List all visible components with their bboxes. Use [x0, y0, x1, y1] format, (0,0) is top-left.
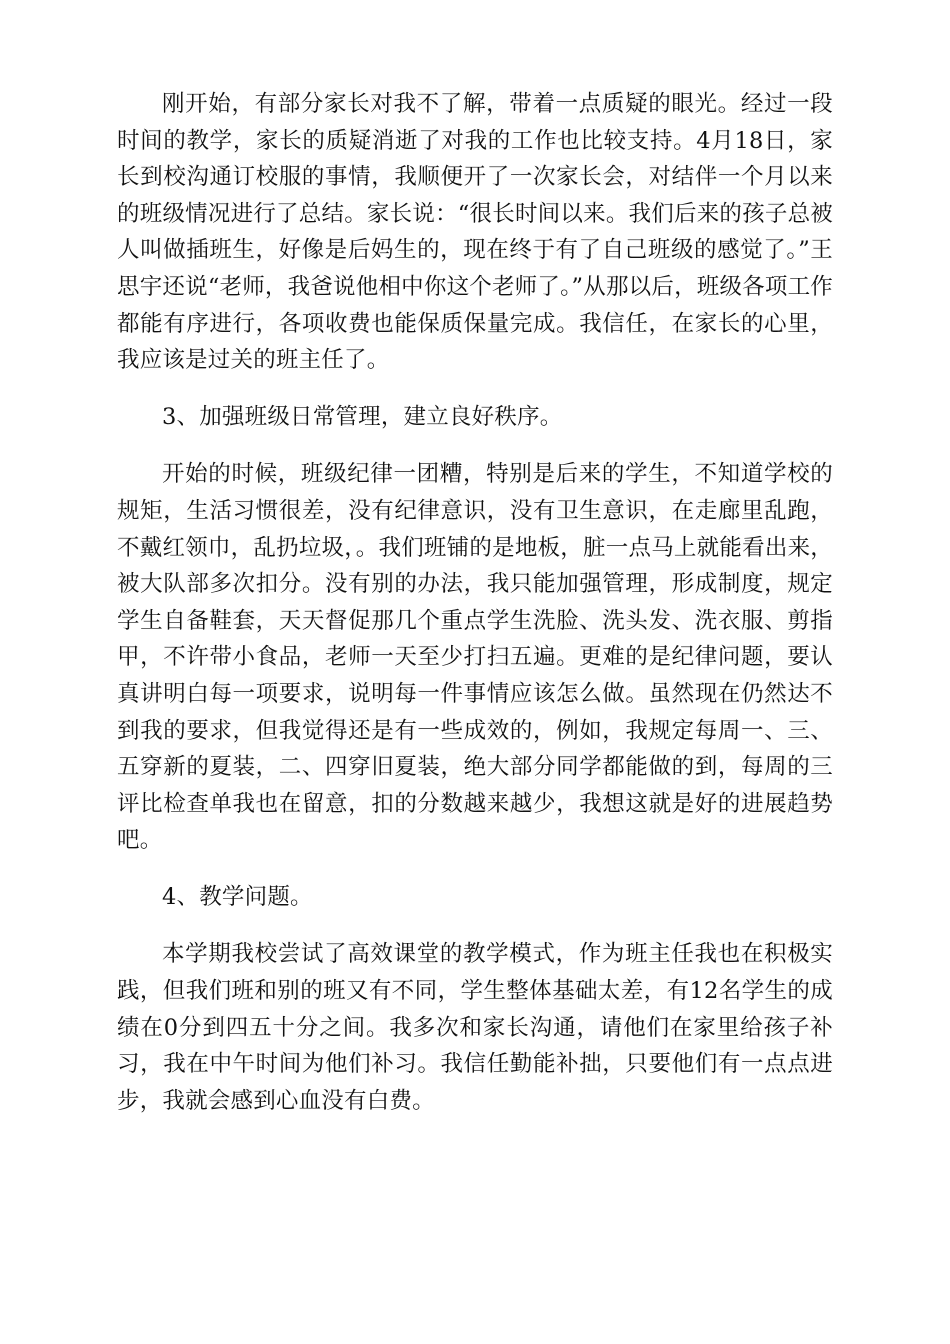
paragraph-parents-feedback: 刚开始，有部分家长对我不了解，带着一点质疑的眼光。经过一段时间的教学，家长的质疑消逝了对我的工作也比较支持。4月18日，家长到校沟通订校服的事情，我顺便开了一次家长会，对结伴一个月以来的班级情况进行了总结。家长说：“很长时间以来。我们后来的孩子总被人叫做插班生，好像是后妈生的，现在终于有了自己班级的感觉了。”王思宇还说“老师，我爸说他相中你这个老师了。”从那以后，班级各项工作都能有序进行，各项收费也能保质保量完成。我信任，在家长的心里，我应该是过关的班主任了。 [117, 91, 833, 374]
document-body [117, 86, 833, 1140]
heading-teaching-problems: 4、教学问题。 [162, 884, 313, 911]
paragraph-teaching-model: 本学期我校尝试了高效课堂的教学模式，作为班主任我也在积极实践，但我们班和别的班又有不同，学生整体基础太差，有12名学生的成绩在0分到四五十分之间。我多次和家长沟通，请他们在家里给孩子补习，我在中午时间为他们补习。我信任勤能补拙，只要他们有一点点进步，我就会感到心血没有白费。 [117, 941, 833, 1114]
paragraph-class-discipline: 开始的时候，班级纪律一团糟，特别是后来的学生，不知道学校的规矩，生活习惯很差，没有纪律意识，没有卫生意识，在走廊里乱跑，不戴红领巾，乱扔垃圾，。我们班铺的是地板，脏一点马上就能看出来，被大队部多次扣分。没有别的办法，我只能加强管理，形成制度，规定学生自备鞋套，天天督促那几个重点学生洗脸、洗头发、洗衣服、剪指甲，不许带小食品，老师一天至少打扫五遍。更难的是纪律问题，要认真讲明白每一项要求，说明每一件事情应该怎么做。虽然现在仍然达不到我的要求，但我觉得还是有一些成效的，例如，我规定每周一、三、五穿新的夏装，二、四穿旧夏装，绝大部分同学都能做的到，每周的三评比检查单我也在留意，扣的分数越来越少，我想这就是好的进展趋势吧。 [117, 461, 833, 854]
heading-class-management: 3、加强班级日常管理，建立良好秩序。 [162, 404, 563, 431]
